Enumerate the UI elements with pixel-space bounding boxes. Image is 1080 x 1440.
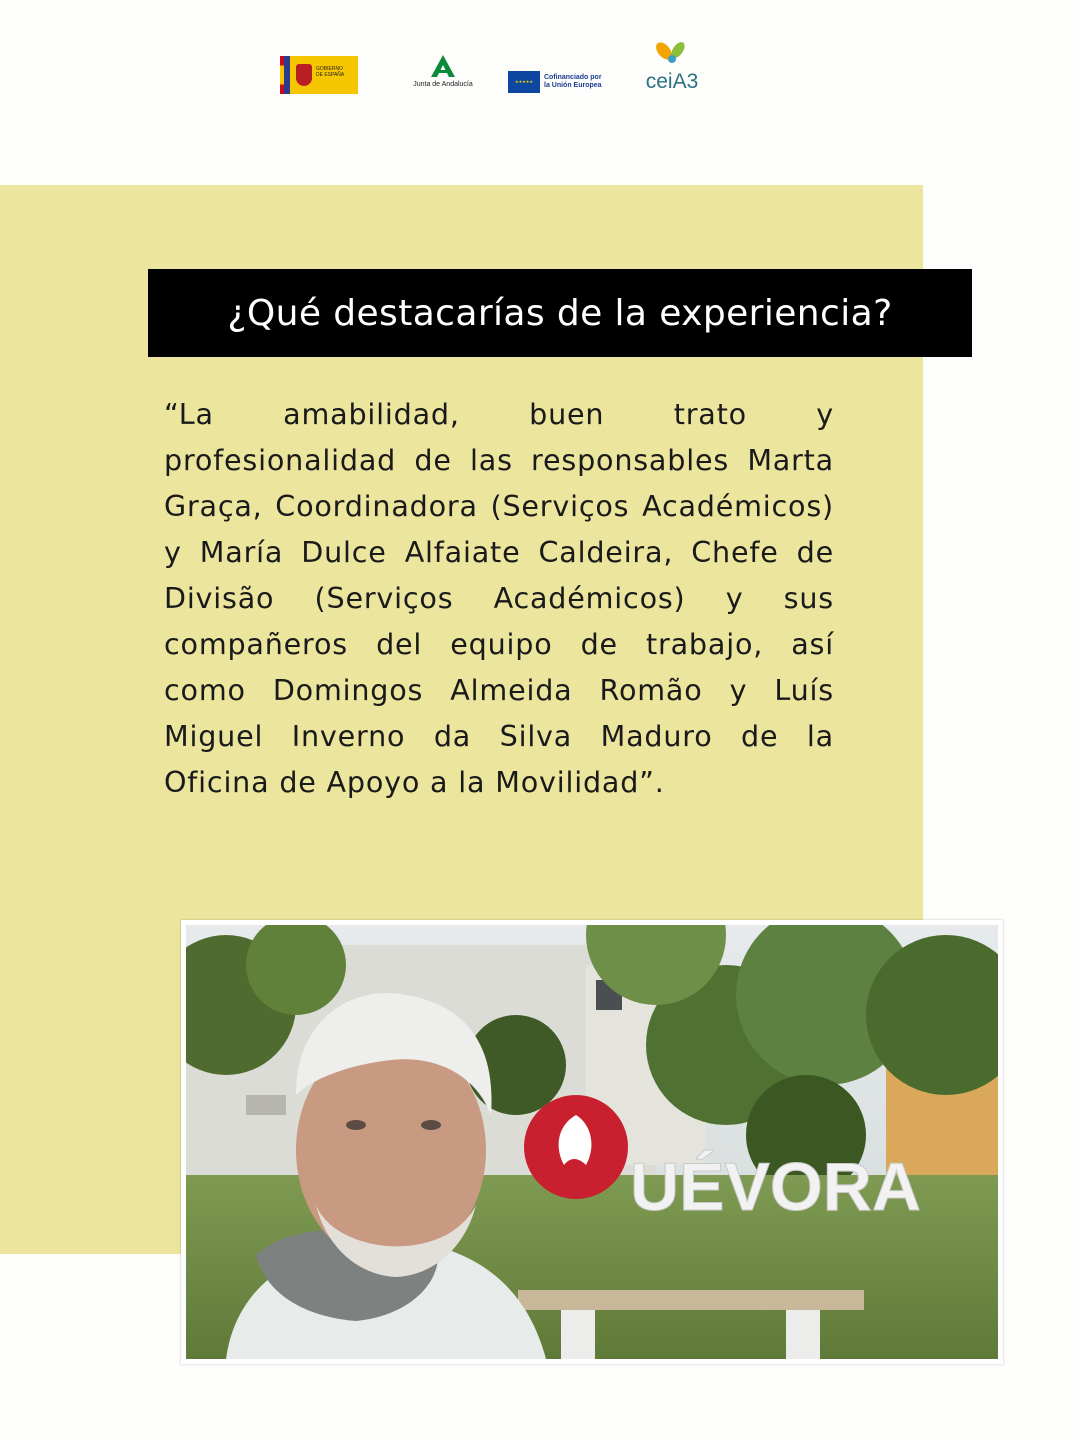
eu-flag-icon: ★★★★★ (508, 71, 540, 93)
ceia3-leaves-icon (652, 38, 692, 64)
ceia3-logo-text: ceiA3 (645, 70, 699, 93)
junta-andalucia-logo (410, 54, 476, 94)
ceia3-logo (632, 38, 712, 112)
selfie-photo (186, 925, 998, 1359)
eu-cofinanced-logo (508, 70, 606, 94)
eu-logo-text: Cofinanciado por la Unión Europea (544, 74, 602, 89)
testimonial-quote: “La amabilidad, buen trato y profesionalidad de las responsables Marta Graça, Coordinadora (Serviços Académicos) y María Dulce Alfaiate Caldeira, Chefe de Divisão (Serviços Académicos) y sus compañeros del equipo de trabajo, así como Domingos Almeida Romão y Luís Miguel Inverno da Silva Maduro de la Oficina de Apoyo a la Movilidad”. (164, 397, 834, 799)
photo-frame (181, 920, 1003, 1364)
gobierno-logo-text: GOBIERNO DE ESPAÑA (316, 66, 345, 78)
sponsor-logos (270, 36, 730, 112)
junta-logo-text: Junta de Andalucía (413, 81, 473, 88)
evora-sign-text: UÉVORA (630, 1149, 921, 1225)
title-bar (148, 269, 972, 357)
spanish-government-logo (280, 56, 358, 94)
page-title: ¿Qué destacarías de la experiencia? (227, 292, 893, 334)
